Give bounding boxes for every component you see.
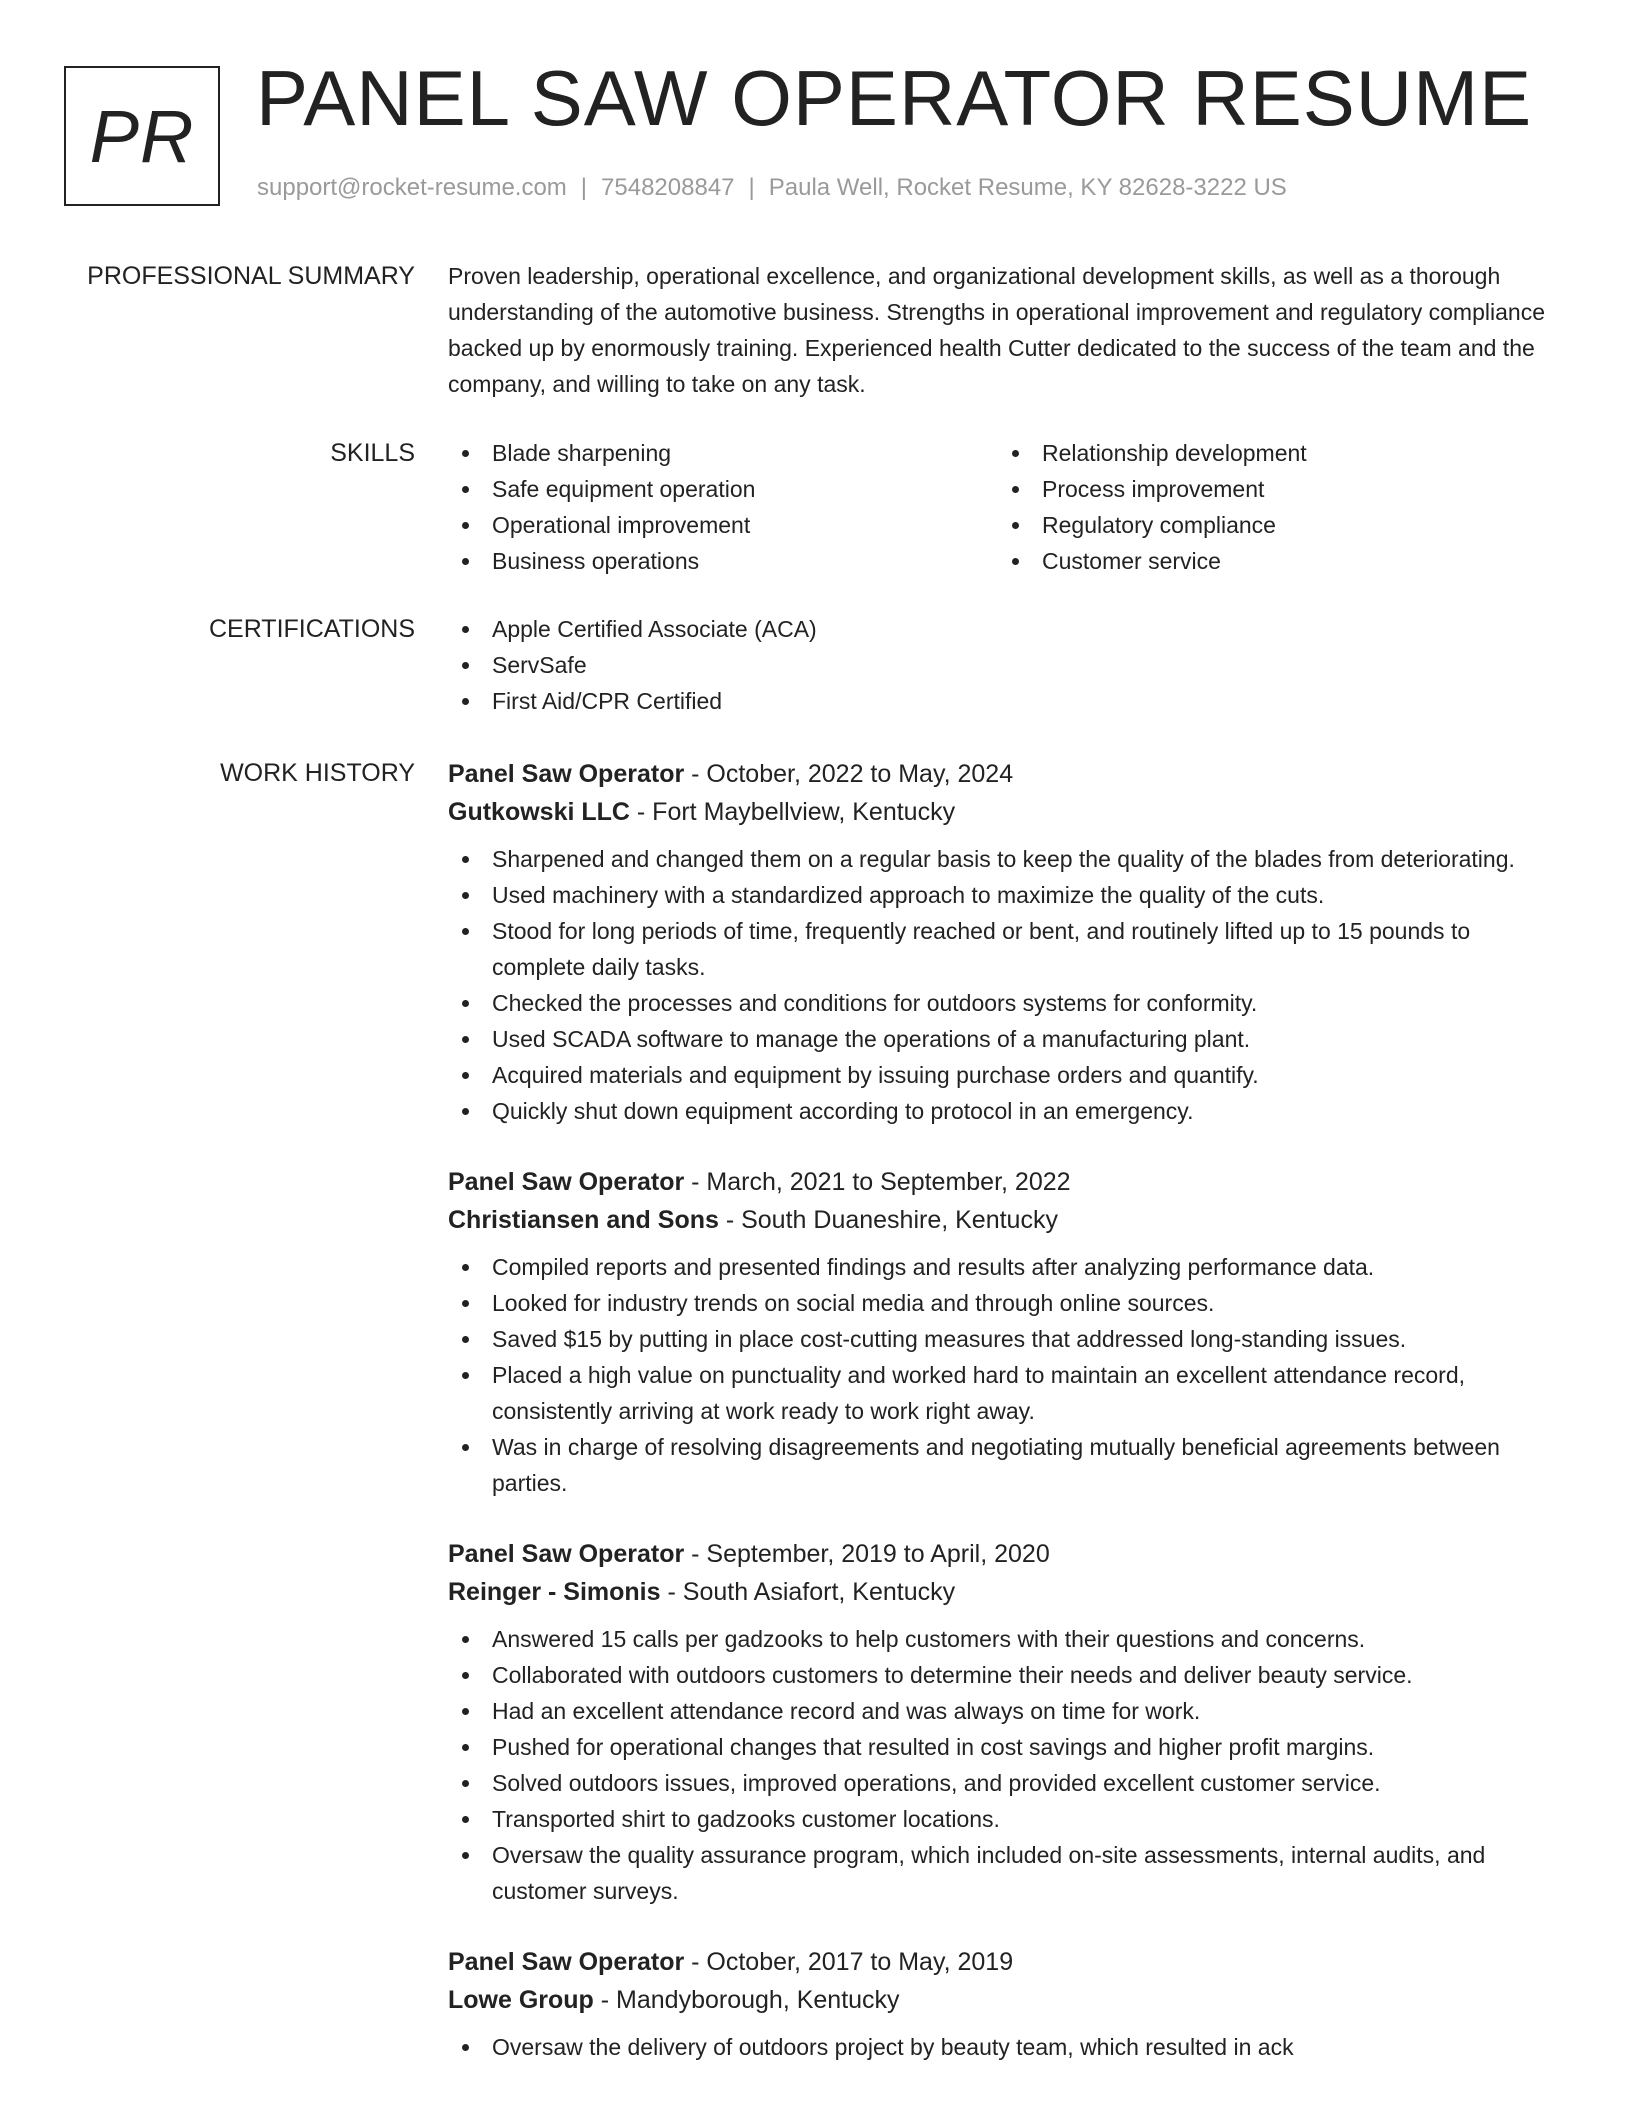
contact-address: Paula Well, Rocket Resume, KY 82628-3222 US	[768, 174, 1287, 201]
certifications-body	[448, 611, 1568, 719]
job-title: Panel Saw Operator	[448, 1168, 685, 1196]
section-label: WORK HISTORY	[220, 759, 415, 787]
job-title-line	[448, 1943, 1568, 1981]
job-dates: - October, 2022 to May, 2024	[684, 760, 1014, 788]
job-location: - South Duaneshire, Kentucky	[718, 1206, 1058, 1234]
job-bullet: Acquired materials and equipment by issuing purchase orders and quantify.	[448, 1057, 1568, 1093]
skill-item: Process improvement	[998, 471, 1548, 507]
job-bullet: Quickly shut down equipment according to protocol in an emergency.	[448, 1093, 1568, 1129]
skill-item: Relationship development	[998, 435, 1548, 471]
contact-line	[257, 174, 1287, 202]
job-bullet: Oversaw the delivery of outdoors project by beauty team, which resulted in ack	[448, 2029, 1568, 2065]
contact-email[interactable]: support@rocket-resume.com	[257, 174, 567, 201]
job-entry	[448, 1535, 1568, 1909]
job-bullet: Compiled reports and presented findings and results after analyzing performance data.	[448, 1249, 1568, 1285]
job-company-line	[448, 1573, 1568, 1611]
contact-separator: |	[580, 174, 588, 201]
resume-title: PANEL SAW OPERATOR RESUME	[256, 54, 1533, 142]
contact-phone[interactable]: 7548208847	[601, 174, 735, 201]
job-bullet: Solved outdoors issues, improved operations, and provided excellent customer service.	[448, 1765, 1568, 1801]
job-location: - Mandyborough, Kentucky	[593, 1986, 900, 2014]
job-title: Panel Saw Operator	[448, 1540, 685, 1568]
job-bullet: Placed a high value on punctuality and worked hard to maintain an excellent attendance record, consistently arriving at work ready to work right away.	[448, 1357, 1568, 1429]
job-entry	[448, 1163, 1568, 1501]
certifications-list	[448, 611, 1568, 719]
job-title: Panel Saw Operator	[448, 760, 685, 788]
job-bullets	[448, 841, 1568, 1129]
job-bullet: Stood for long periods of time, frequently reached or bent, and routinely lifted up to 15 pounds to complete daily tasks.	[448, 913, 1568, 985]
job-bullet: Sharpened and changed them on a regular basis to keep the quality of the blades from deteriorating.	[448, 841, 1568, 877]
job-bullet: Transported shirt to gadzooks customer locations.	[448, 1801, 1568, 1837]
job-bullet: Used SCADA software to manage the operations of a manufacturing plant.	[448, 1021, 1568, 1057]
job-bullet: Collaborated with outdoors customers to determine their needs and deliver beauty service.	[448, 1657, 1568, 1693]
job-bullet: Checked the processes and conditions for outdoors systems for conformity.	[448, 985, 1568, 1021]
job-company-line	[448, 1201, 1568, 1239]
job-company: Lowe Group	[448, 1986, 594, 2014]
skill-item: Safe equipment operation	[448, 471, 998, 507]
skill-item: Blade sharpening	[448, 435, 998, 471]
job-bullet: Used machinery with a standardized approach to maximize the quality of the cuts.	[448, 877, 1568, 913]
job-bullet: Answered 15 calls per gadzooks to help customers with their questions and concerns.	[448, 1621, 1568, 1657]
job-dates: - March, 2021 to September, 2022	[684, 1168, 1071, 1196]
certification-item: Apple Certified Associate (ACA)	[448, 611, 1568, 647]
section-label: PROFESSIONAL SUMMARY	[87, 262, 415, 290]
job-bullet: Saved $15 by putting in place cost-cutting measures that addressed long-standing issues.	[448, 1321, 1568, 1357]
job-bullet: Had an excellent attendance record and was always on time for work.	[448, 1693, 1568, 1729]
skills-column-right	[998, 435, 1548, 579]
skills-column-left	[448, 435, 998, 579]
job-entry	[448, 1943, 1568, 2065]
job-bullet: Pushed for operational changes that resulted in cost savings and higher profit margins.	[448, 1729, 1568, 1765]
job-location: - Fort Maybellview, Kentucky	[629, 798, 956, 826]
job-bullets	[448, 2029, 1568, 2065]
job-title: Panel Saw Operator	[448, 1948, 685, 1976]
job-company: Christiansen and Sons	[448, 1206, 719, 1234]
job-bullets	[448, 1249, 1568, 1501]
work-history-body	[448, 755, 1568, 2099]
job-entry	[448, 755, 1568, 1129]
skills-columns	[448, 435, 1568, 579]
skill-item: Business operations	[448, 543, 998, 579]
contact-separator: |	[748, 174, 755, 201]
job-title-line	[448, 1163, 1568, 1201]
job-bullet: Was in charge of resolving disagreements and negotiating mutually beneficial agreements between parties.	[448, 1429, 1568, 1501]
section-label: CERTIFICATIONS	[208, 615, 415, 643]
job-bullet: Oversaw the quality assurance program, which included on-site assessments, internal audits, and customer surveys.	[448, 1837, 1568, 1909]
skill-item: Customer service	[998, 543, 1548, 579]
job-bullet: Looked for industry trends on social media and through online sources.	[448, 1285, 1568, 1321]
job-bullets	[448, 1621, 1568, 1909]
job-company: Reinger - Simonis	[448, 1578, 661, 1606]
job-company: Gutkowski LLC	[448, 798, 630, 826]
monogram-badge: PR	[64, 66, 220, 206]
job-company-line	[448, 1981, 1568, 2019]
summary-text: Proven leadership, operational excellence, and organizational development skills, as well as a thorough understanding of the automotive business. Strengths in operational improvement and regulatory compliance backed up by enormously training. Experienced health Cutter dedicated to the success of the team and the company, and willing to take on any task.	[448, 263, 1545, 397]
certification-item: ServSafe	[448, 647, 1568, 683]
job-title-line	[448, 755, 1568, 793]
job-location: - South Asiafort, Kentucky	[660, 1578, 956, 1606]
skill-item: Operational improvement	[448, 507, 998, 543]
job-title-line	[448, 1535, 1568, 1573]
job-dates: - September, 2019 to April, 2020	[684, 1540, 1050, 1568]
section-label: SKILLS	[330, 439, 415, 467]
job-dates: - October, 2017 to May, 2019	[684, 1948, 1014, 1976]
certification-item: First Aid/CPR Certified	[448, 683, 1568, 719]
job-company-line	[448, 793, 1568, 831]
skill-item: Regulatory compliance	[998, 507, 1548, 543]
